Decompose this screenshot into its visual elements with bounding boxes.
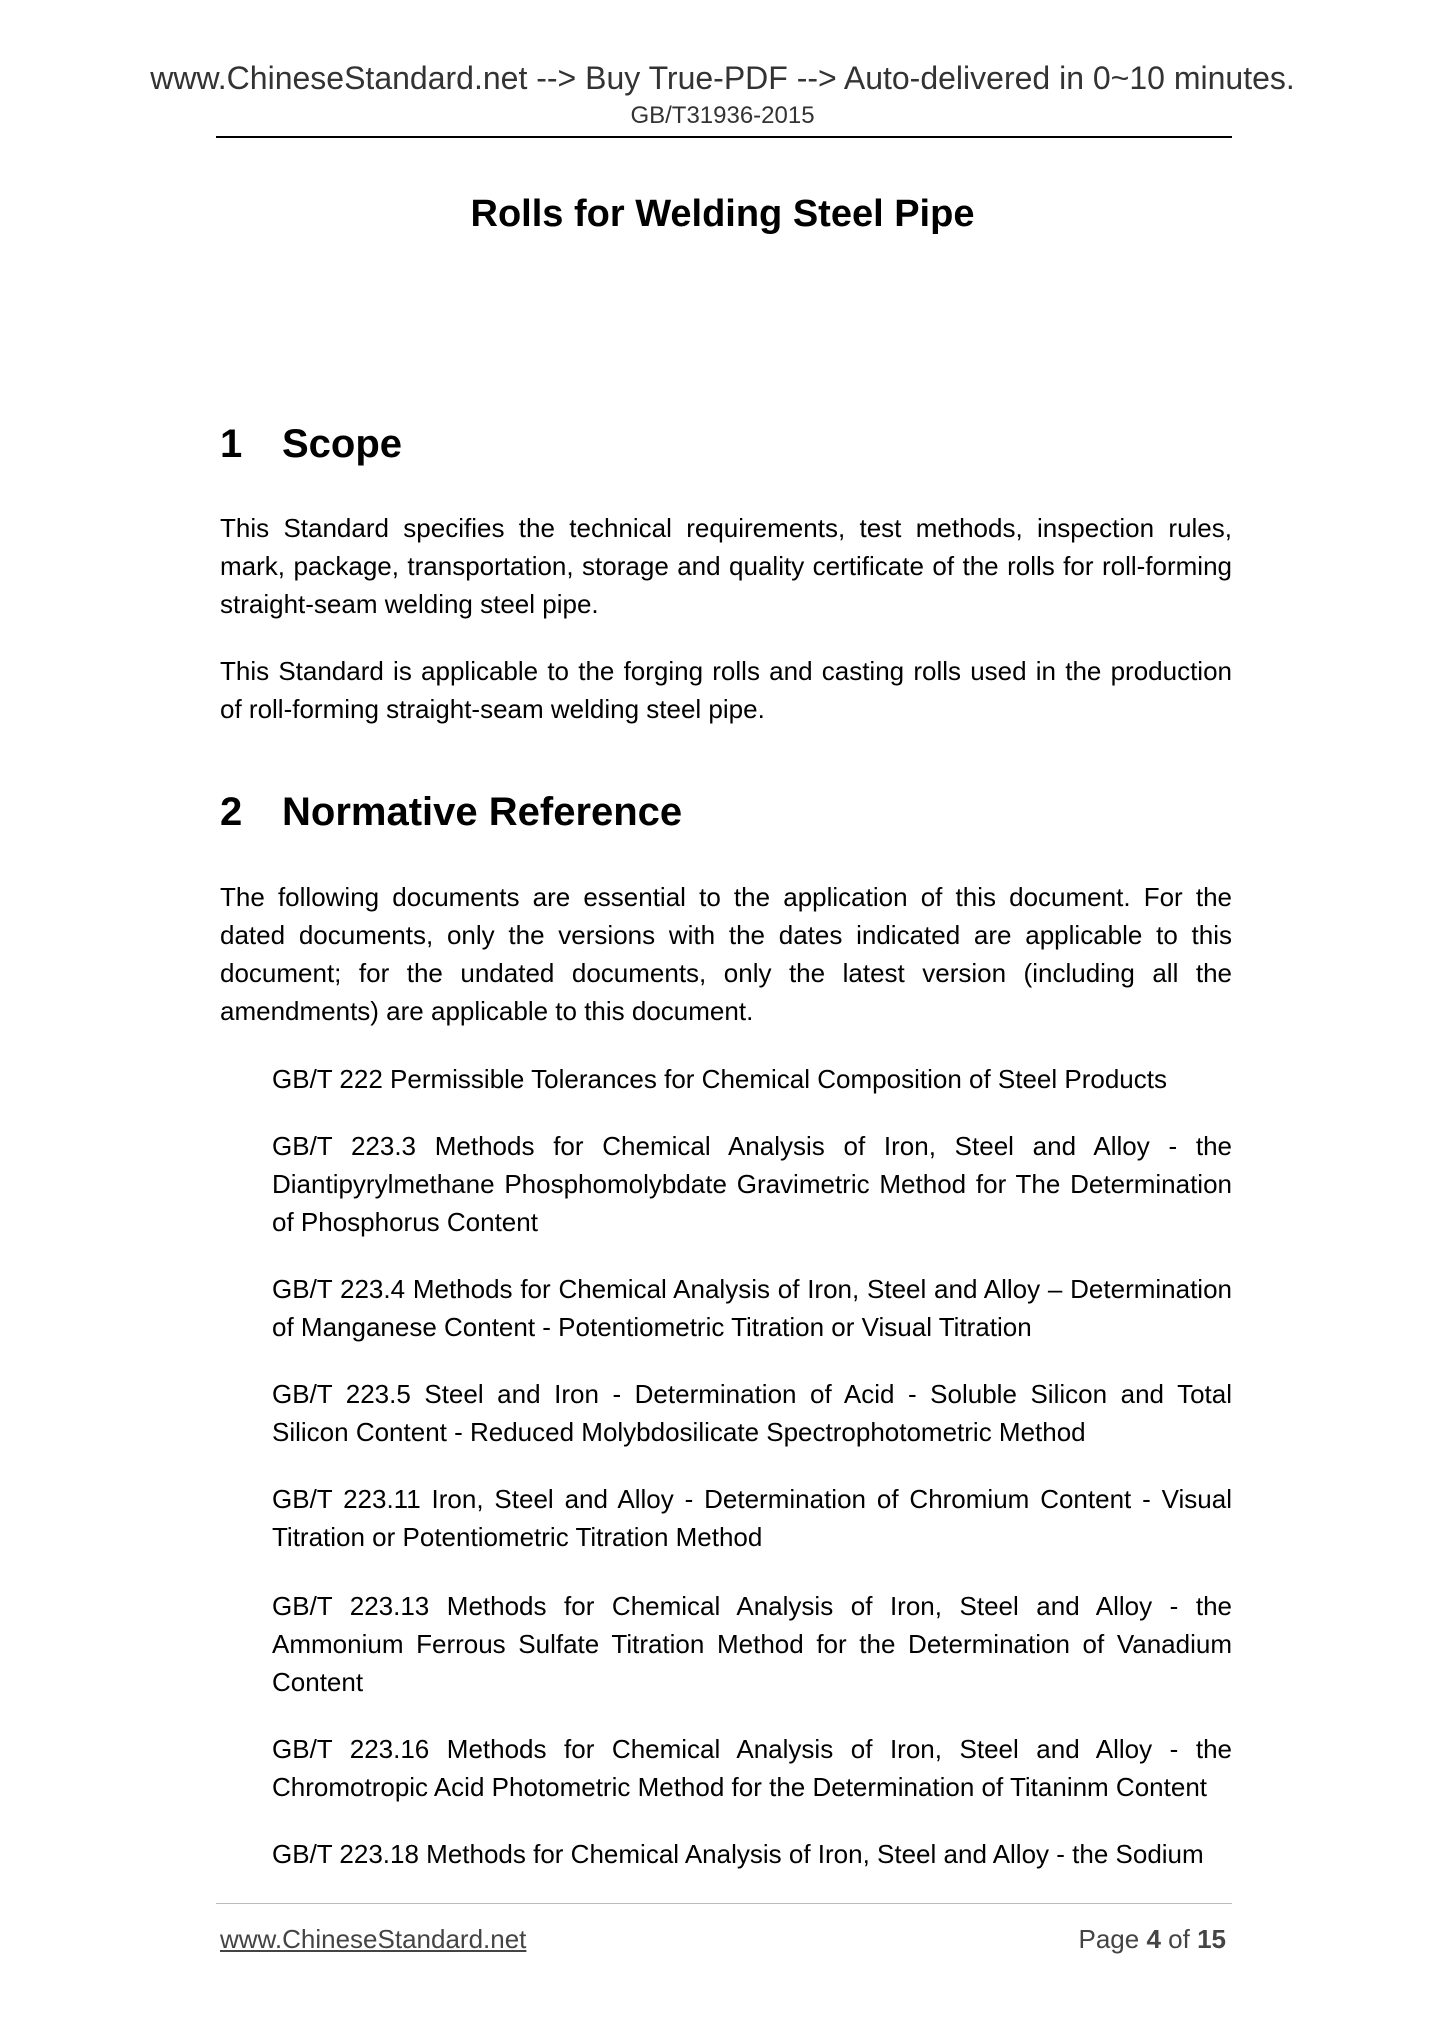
reference-item: GB/T 223.13 Methods for Chemical Analysis of Iron, Steel and Alloy - the Ammonium Ferrous Sulfate Titration Method for the Determination of Vanadium Content <box>272 1591 1232 1697</box>
section-title: Scope <box>282 422 403 466</box>
footer-website-link[interactable]: www.ChineseStandard.net <box>220 1924 527 1954</box>
scope-paragraph: This Standard specifies the technical requirements, test methods, inspection rules, mark, package, transportation, storage and quality certificate of the rolls for roll-forming straight-seam welding steel pipe. <box>220 513 1232 619</box>
page-total: 15 <box>1197 1924 1226 1954</box>
reference-item: GB/T 223.5 Steel and Iron - Determination of Acid - Soluble Silicon and Total Silicon Content - Reduced Molybdosilicate Spectrophotometric Method <box>272 1379 1232 1447</box>
header-banner: www.ChineseStandard.net --> Buy True-PDF --> Auto-delivered in 0~10 minutes. <box>150 60 1295 96</box>
footer-divider <box>216 1903 1232 1904</box>
reference-item: GB/T 223.3 Methods for Chemical Analysis of Iron, Steel and Alloy - the Diantipyrylmethane Phosphomolybdate Gravimetric Method for The Determination of Phosphorus Content <box>272 1131 1232 1237</box>
document-title: Rolls for Welding Steel Pipe <box>470 193 975 235</box>
reference-item: GB/T 223.4 Methods for Chemical Analysis of Iron, Steel and Alloy – Determination of Manganese Content - Potentiometric Titration or Visual Titration <box>272 1274 1232 1342</box>
section-heading-normative-reference <box>220 788 682 836</box>
normative-reference-paragraph: The following documents are essential to the application of this document. For the dated documents, only the versions with the dates indicated are applicable to this document; for the undated documents, only the latest version (including all the amendments) are applicable to this document. <box>220 882 1232 1026</box>
reference-item: GB/T 222 Permissible Tolerances for Chemical Composition of Steel Products <box>272 1064 1167 1094</box>
page-label: Page <box>1078 1924 1140 1954</box>
reference-item: GB/T 223.16 Methods for Chemical Analysis of Iron, Steel and Alloy - the Chromotropic Acid Photometric Method for the Determination of Titaninm Content <box>272 1734 1232 1802</box>
section-number: 1 <box>220 422 243 466</box>
header-divider <box>216 136 1232 138</box>
page-of: of <box>1168 1924 1190 1954</box>
page-current: 4 <box>1146 1924 1161 1954</box>
section-heading-scope <box>220 420 402 468</box>
section-title: Normative Reference <box>282 790 683 834</box>
scope-paragraph: This Standard is applicable to the forging rolls and casting rolls used in the production of roll-forming straight-seam welding steel pipe. <box>220 656 1232 724</box>
reference-item: GB/T 223.18 Methods for Chemical Analysis of Iron, Steel and Alloy - the Sodium <box>272 1839 1204 1869</box>
page-indicator <box>1078 1922 1226 1956</box>
reference-item: GB/T 223.11 Iron, Steel and Alloy - Determination of Chromium Content - Visual Titration or Potentiometric Titration Method <box>272 1484 1232 1552</box>
section-number: 2 <box>220 790 243 834</box>
header-standard-code: GB/T31936-2015 <box>630 102 815 129</box>
